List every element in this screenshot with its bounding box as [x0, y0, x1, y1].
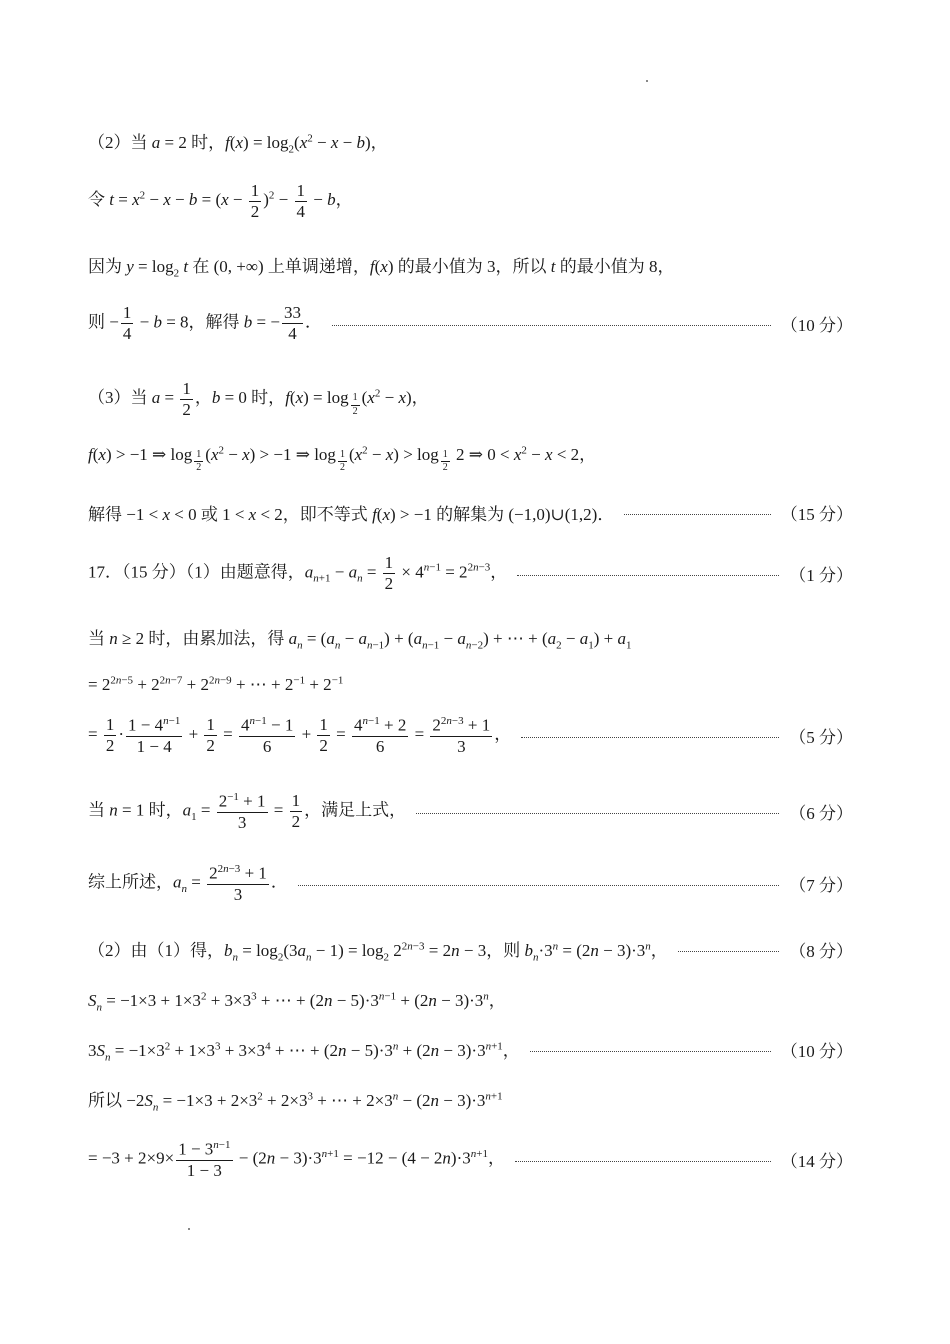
line-9 [88, 674, 853, 695]
dot-leader [521, 737, 779, 738]
line-5 [88, 440, 853, 474]
score-label: （15 分） [780, 505, 853, 524]
dot-leader [624, 514, 770, 515]
line-13 [88, 936, 853, 963]
line-8 [88, 624, 853, 651]
score-label: （6 分） [789, 804, 853, 824]
line-text: 当 n ≥ 2 时，由累加法，得 $a_n = (a_n - a_{n-1}) + (a_{n-1} - a_{n-2})$ + ⋯ + $(a_2 - a_1) + a_1$ [88, 629, 632, 652]
score-label: （1 分） [789, 565, 853, 585]
line-text: 所以 $-2S_n = -1\times 3 + 2\times 3^2 + 2\times 3^3$ + ⋯ + $2\times 3^n - (2n - 3)\cdot 3^{n+1}$ [88, 1090, 503, 1114]
line-text: $3S_n = -1\times 3^2 + 1\times 3^3 + 3\times 3^4$ + ⋯ + $(2n - 5)\cdot 3^n + (2n - 3)\cdot 3^{n+1}$， [88, 1040, 520, 1064]
line-text: （3）当 a = $\frac{1}{2}$ ，b = 0 时，f(x) = log $_{\frac{1}{2}}$ $(x^2 - x)$， [88, 379, 429, 419]
line-3 [88, 304, 853, 343]
line-text: 解得 −1 < x < 0 或 1 < x < 2，即不等式 f(x) > −1 的解集为 (−1,0)∪(1,2)． [88, 505, 615, 524]
score-label: （14 分） [780, 1152, 853, 1172]
stray-dot [646, 80, 648, 82]
line-10 [88, 716, 853, 755]
line-6 [88, 500, 853, 525]
line-4 [88, 380, 853, 419]
dot-leader [416, 813, 779, 814]
line-text: 当 n = 1 时，$a_1$ = $\frac{2^{-1} + 1}{3}$ = $\frac{1}{2}$ ，满足上式， [88, 791, 407, 832]
score-label: （5 分） [789, 728, 853, 748]
line-16 [88, 1086, 853, 1113]
line-7 [88, 554, 853, 593]
line-2 [88, 252, 853, 279]
line-text: （2）当 a = 2 时，$f(x) = \log_2(x^2 - x - b)$， [88, 132, 388, 156]
line-text: 令 $t = x^2 - x - b = (x$ − $\frac{1}{2}$ )$^2$ − $\frac{1}{4}$ − b， [88, 181, 353, 221]
line-11 [88, 792, 853, 831]
stray-dot [188, 1228, 190, 1230]
dot-leader [530, 1051, 771, 1052]
line-0 [88, 128, 853, 155]
score-label: （7 分） [789, 876, 853, 896]
line-text: 则 − $\frac{1}{4}$ − b = 8，解得 b = − $\frac{33}{4}$ ． [88, 303, 322, 343]
dot-leader [332, 325, 771, 326]
line-text: 综上所述，$a_n$ = $\frac{2^{2n-3} + 1}{3}$ ． [88, 863, 288, 904]
score-label: （10 分） [780, 1042, 853, 1062]
line-text: $S_n = -1\times 3 + 1\times 3^2 + 3\times 3^3$ + ⋯ + $(2n - 5)\cdot 3^{n-1} + (2n - 3)\cdot 3^n$， [88, 990, 506, 1014]
line-text: 17．（15 分）（1）由题意得，$a_{n+1} - a_n$ = $\frac{1}{2}$ × $4^{n-1} = 2^{2n-3}$， [88, 553, 508, 593]
score-label: （10 分） [780, 315, 853, 335]
line-1 [88, 182, 853, 221]
line-text: （2）由（1）得，$b_n = \log_2(3a_n - 1) = \log_2 2^{2n-3} = 2n - 3$，则 $b_n\cdot 3^n = (2n - 3)\cdot 3^n$， [88, 940, 668, 964]
line-text: = −3 + 2×9× $\frac{1 - 3^{n-1}}{1 - 3}$ − $(2n - 3)\cdot 3^{n+1} = -12 - (4 - 2n)\cdot 3^{n+1}$， [88, 1139, 505, 1180]
line-15 [88, 1036, 853, 1063]
dot-leader [678, 951, 779, 952]
line-text: = $\frac{1}{2}$ · $\frac{1 - 4^{n-1}}{1 - 4}$ + $\frac{1}{2}$ = $\frac{4^{n-1} - 1}{6}$ + $\frac{1}{2}$ = $\frac{4^{n-1} + 2}{6}$ = $\frac{2^{2n-3} + 1}{3}$ ， [88, 715, 512, 756]
line-text: 因为 $y = \log_2 t$ 在 (0, +∞) 上单调递增，f(x) 的最小值为 3，所以 t 的最小值为 8， [88, 257, 675, 280]
line-text: = $2^{2n-5} + 2^{2n-7} + 2^{2n-9}$ + ⋯ + $2^{-1} + 2^{-1}$ [88, 674, 344, 694]
dot-leader [517, 575, 779, 576]
line-14 [88, 986, 853, 1013]
dot-leader [515, 1161, 771, 1162]
line-12 [88, 864, 853, 903]
score-label: （8 分） [789, 942, 853, 962]
line-text: f(x) > −1 ⇒ log $_{\frac{1}{2}}$ $(x^2 - x) > -1$ ⇒ log $_{\frac{1}{2}}$ $(x^2 - x) > \log$ $_{\frac{1}{2}}$ 2 ⇒ $0 < x^2 - x < 2$， [88, 444, 597, 474]
dot-leader [298, 885, 779, 886]
line-17 [88, 1140, 853, 1179]
